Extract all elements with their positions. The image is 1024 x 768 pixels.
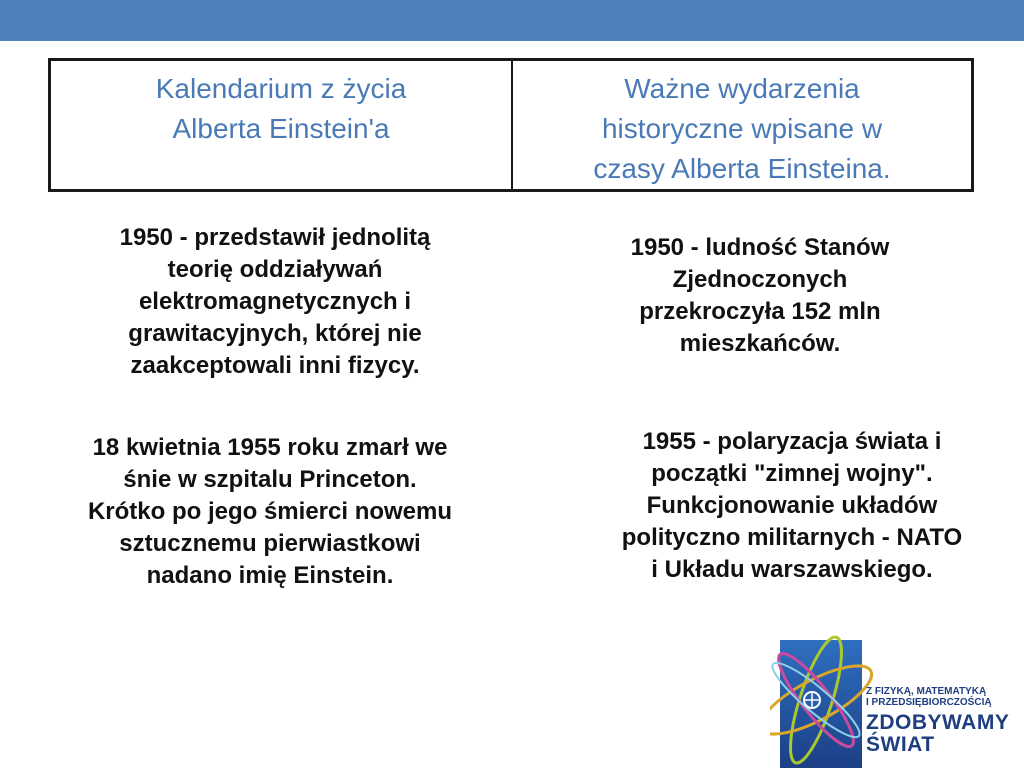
header-left-line: Alberta Einstein'a — [172, 113, 390, 144]
logo-title-line: ZDOBYWAMY — [866, 711, 1010, 734]
header-right-line: czasy Alberta Einsteina. — [593, 153, 891, 184]
text-line: Krótko po jego śmierci nowemu — [87, 498, 453, 525]
header-right-line: Ważne wydarzenia — [624, 73, 860, 104]
text-line: zaakceptowali inni fizycy. — [130, 352, 420, 379]
text-line: Zjednoczonych — [672, 266, 848, 293]
text-line: 1955 - polaryzacja świata i — [642, 428, 942, 455]
text-line: 1950 - przedstawił jednolitą — [119, 224, 431, 251]
text-line: mieszkańców. — [679, 330, 841, 357]
logo-wordmark — [866, 686, 1009, 756]
top-banner — [0, 0, 1024, 41]
header-cell-left — [51, 61, 513, 189]
text-line: i Układu warszawskiego. — [651, 556, 933, 583]
left-block-1950 — [40, 222, 510, 382]
text-line: sztucznemu pierwiastkowi — [119, 530, 421, 557]
header-cell-right — [513, 61, 971, 189]
text-line: teorię oddziaływań — [167, 256, 383, 283]
text-line: elektromagnetycznych i — [138, 288, 412, 315]
logo-tagline-line: I PRZEDSIĘBIORCZOŚCIĄ — [866, 697, 992, 708]
header-right-line: historyczne wpisane w — [601, 113, 883, 144]
header-left-line: Kalendarium z życia — [155, 73, 407, 104]
text-line: 1950 - ludność Stanów — [630, 234, 890, 261]
text-line: 18 kwietnia 1955 roku zmarł we — [92, 434, 448, 461]
text-line: śnie w szpitalu Princeton. — [123, 466, 417, 493]
logo-title-line: ŚWIAT — [866, 733, 935, 756]
header-table — [48, 58, 974, 192]
text-line: polityczno militarnych - NATO — [621, 524, 963, 551]
text-line: nadano imię Einstein. — [146, 562, 394, 589]
text-line: przekroczyła 152 mln — [639, 298, 881, 325]
left-block-1955 — [18, 432, 522, 592]
right-block-1955 — [560, 426, 1024, 586]
logo-tagline-line: Z FIZYKĄ, MATEMATYKĄ — [866, 686, 987, 697]
right-block-1950 — [560, 232, 960, 360]
text-line: początki "zimnej wojny". — [651, 460, 933, 487]
text-line: grawitacyjnych, której nie — [128, 320, 422, 347]
text-line: Funkcjonowanie układów — [646, 492, 938, 519]
